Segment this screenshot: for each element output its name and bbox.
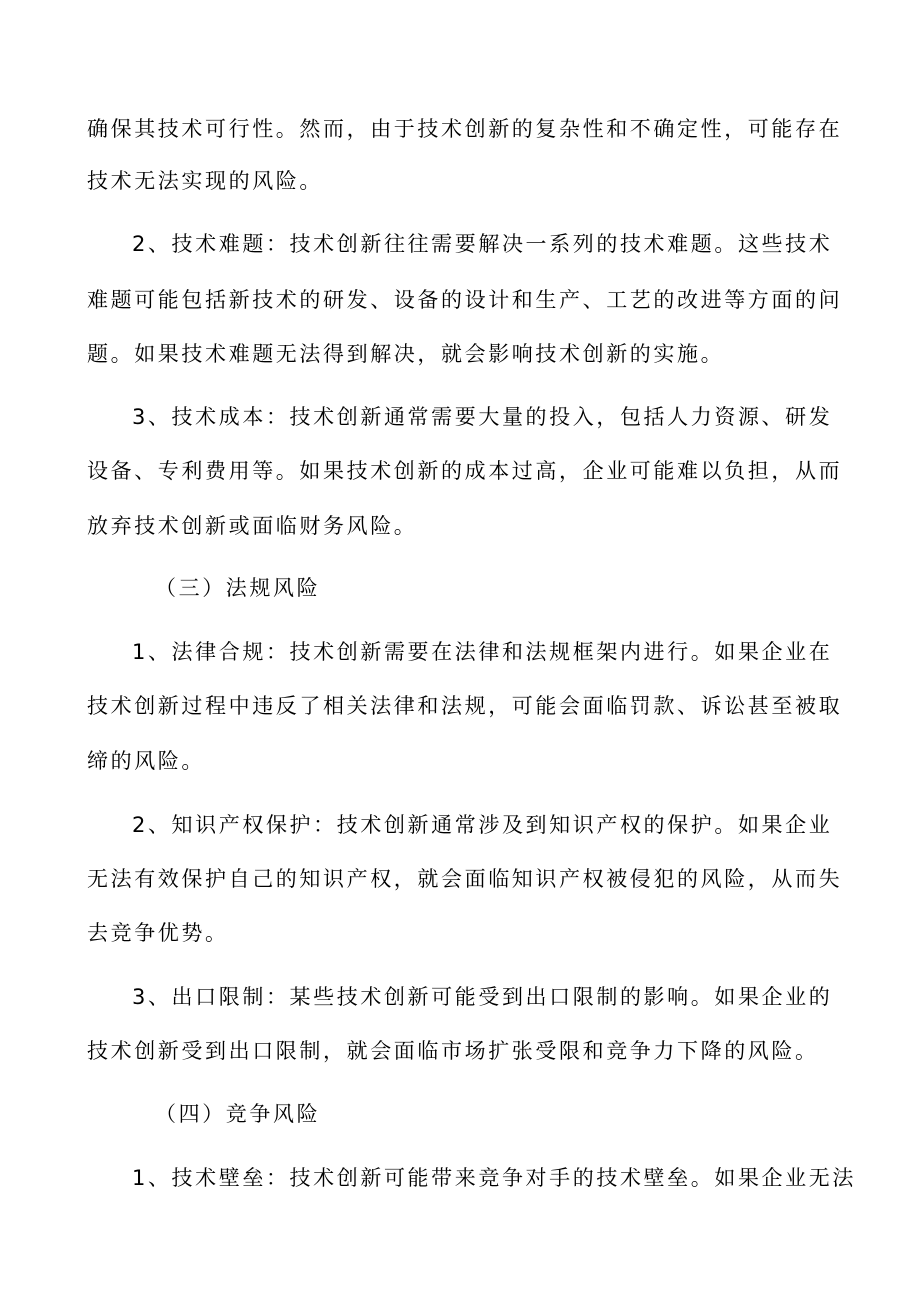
section-heading: （三）法规风险 [155,576,321,600]
text-line: 2、技术难题：技术创新往往需要解决一系列的技术难题。这些技术 [132,232,833,256]
text-line: 设备、专利费用等。如果技术创新的成本过高，企业可能难以负担，从而 [87,459,843,483]
text-line: 技术创新受到出口限制，就会面临市场扩张受限和竞争力下降的风险。 [87,1039,819,1063]
text-line: 确保其技术可行性。然而，由于技术创新的复杂性和不确定性，可能存在 [87,117,843,141]
text-line: 技术无法实现的风险。 [87,169,323,193]
text-line: 1、法律合规：技术创新需要在法律和法规框架内进行。如果企业在 [132,640,833,664]
text-line: 2、知识产权保护：技术创新通常涉及到知识产权的保护。如果企业 [132,813,833,837]
text-line: 3、技术成本：技术创新通常需要大量的投入，包括人力资源、研发 [132,405,833,429]
text-line: 难题可能包括新技术的研发、设备的设计和生产、工艺的改进等方面的问 [87,288,843,312]
text-line: 去竞争优势。 [87,921,229,945]
text-line: 题。如果技术难题无法得到解决，就会影响技术创新的实施。 [87,342,725,366]
text-line: 无法有效保护自己的知识产权，就会面临知识产权被侵犯的风险，从而失 [87,867,843,891]
text-line: 放弃技术创新或面临财务风险。 [87,514,418,538]
text-line: 1、技术壁垒：技术创新可能带来竞争对手的技术壁垒。如果企业无法 [132,1166,856,1190]
text-line: 3、出口限制：某些技术创新可能受到出口限制的影响。如果企业的 [132,985,833,1009]
section-heading: （四）竞争风险 [155,1102,321,1126]
text-line: 技术创新过程中违反了相关法律和法规，可能会面临罚款、诉讼甚至被取 [87,694,843,718]
text-line: 缔的风险。 [87,749,205,773]
